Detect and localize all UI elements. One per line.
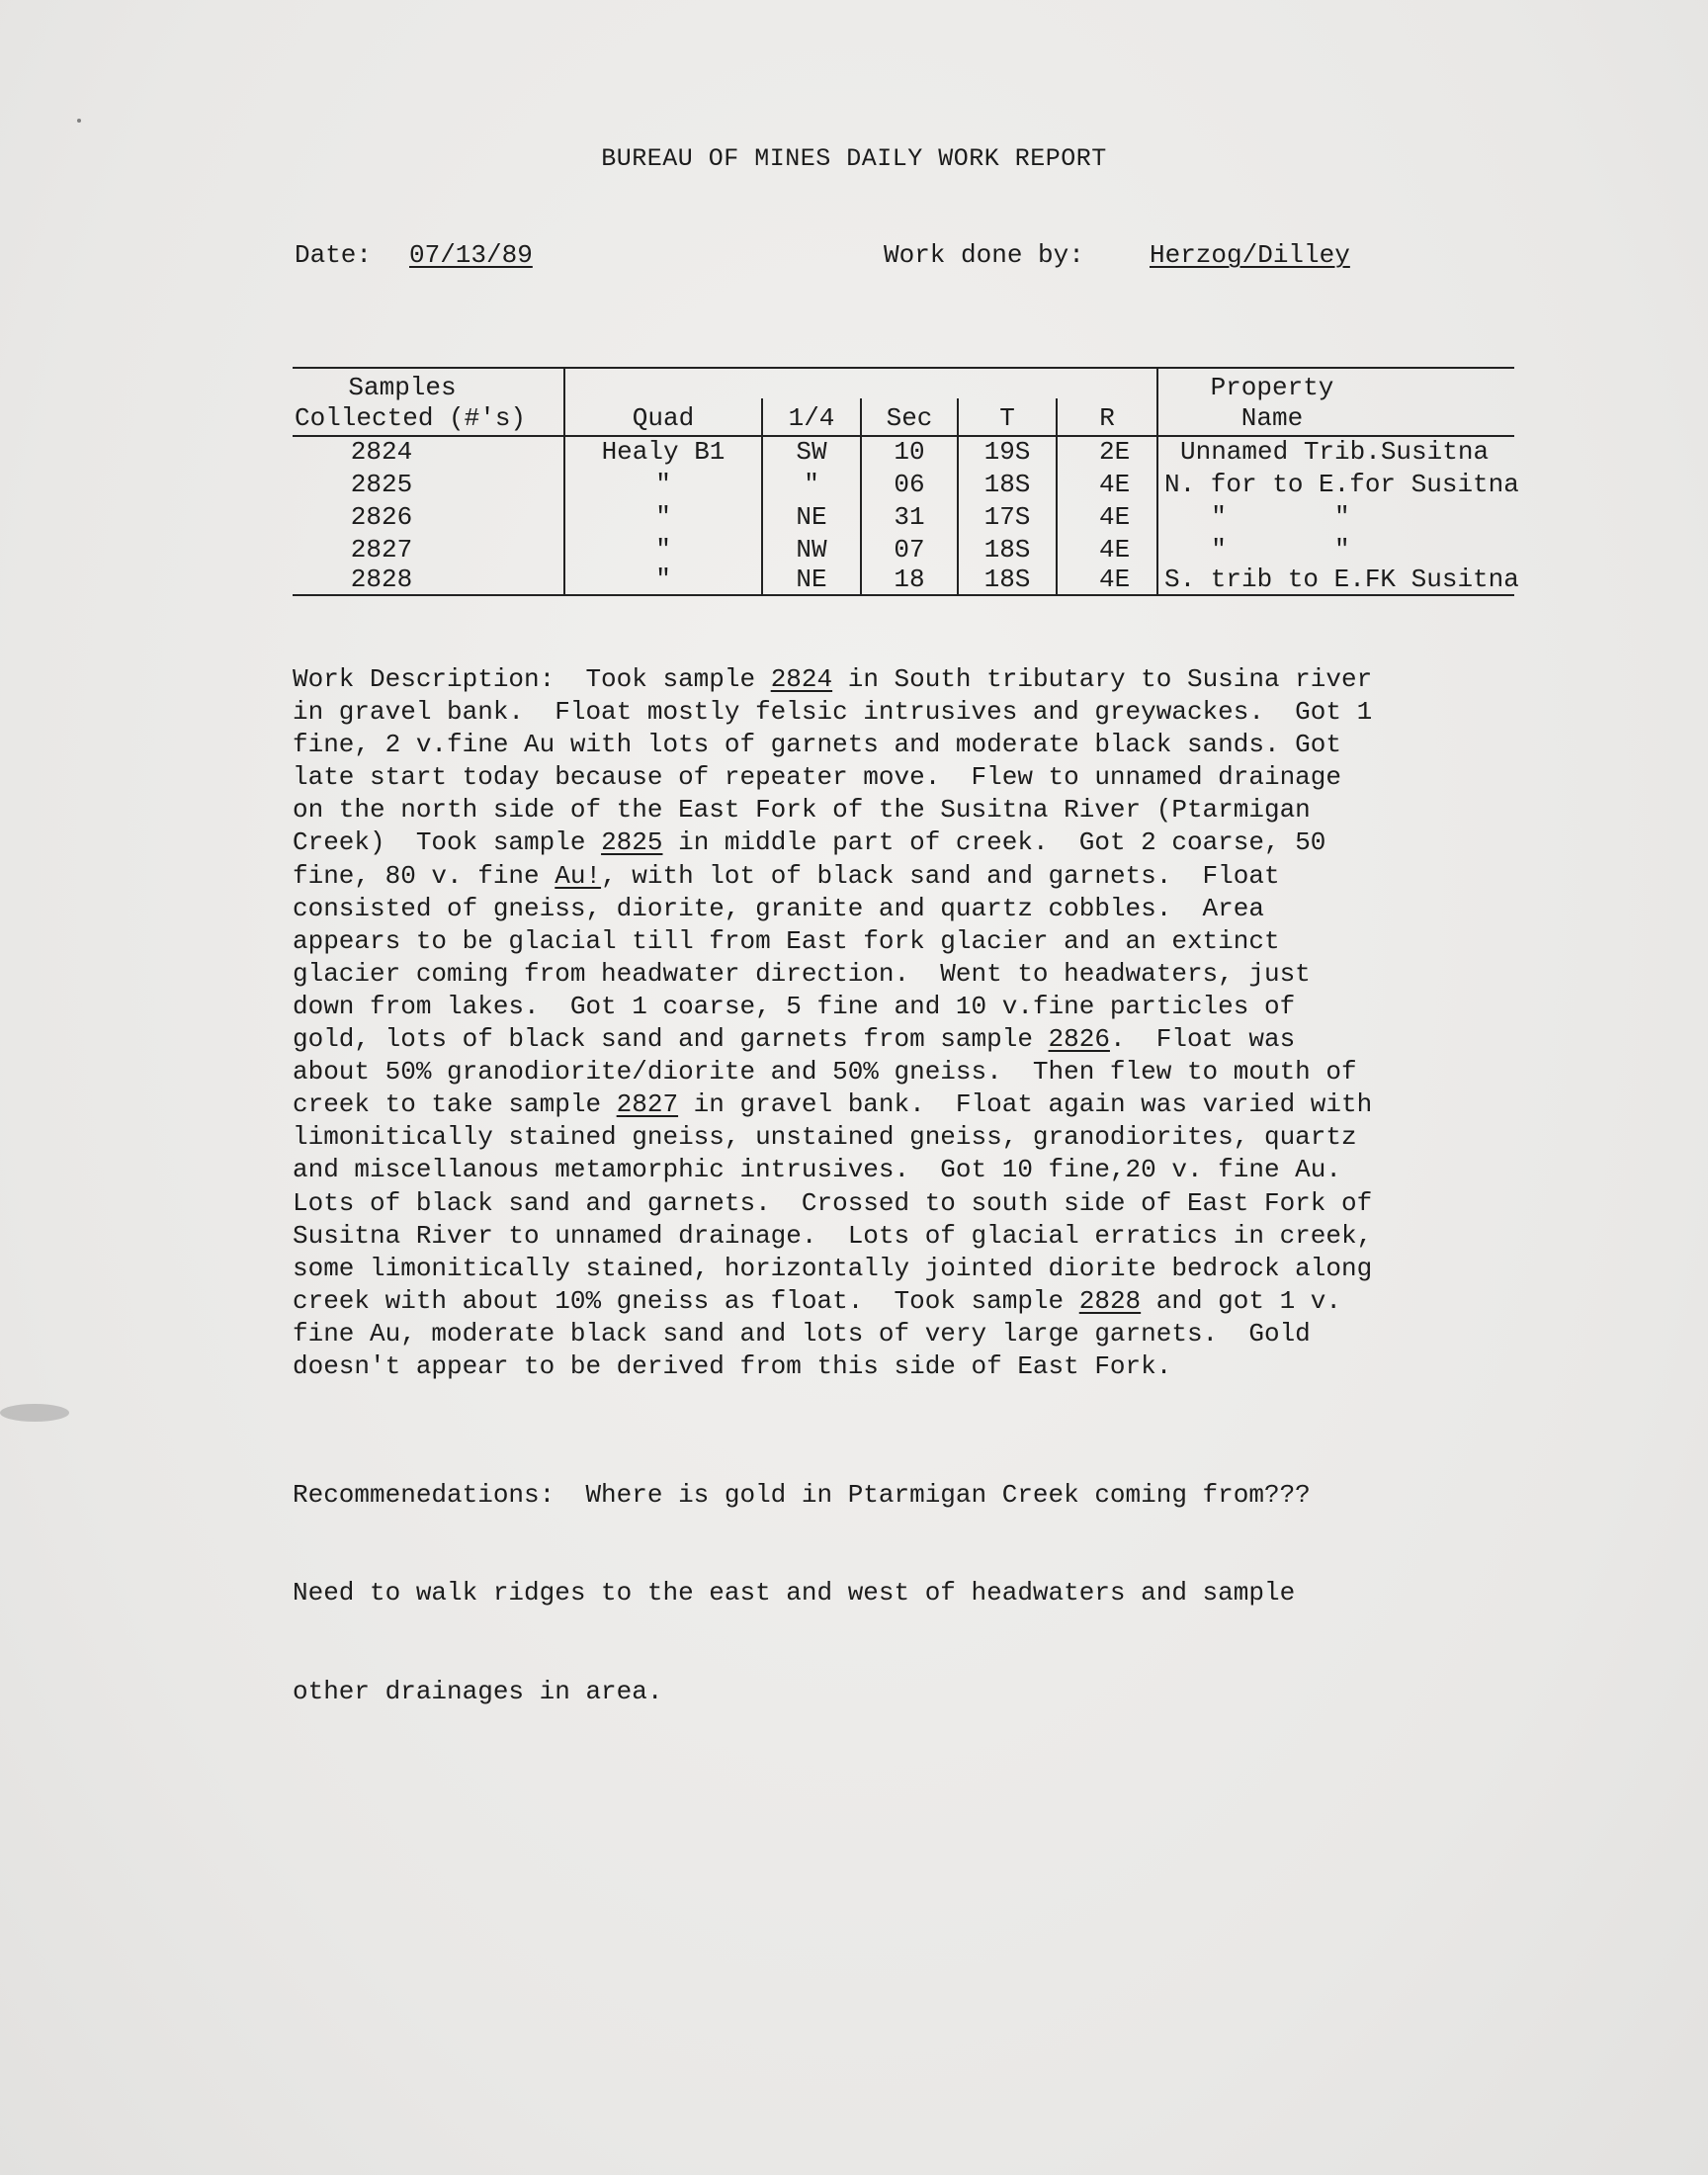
description-text: in gravel bank. Float again was varied with xyxy=(678,1089,1373,1120)
sample-reference: 2824 xyxy=(770,664,833,694)
row-5-quad: " xyxy=(655,565,671,594)
recommendations xyxy=(293,1414,1558,1774)
row-2-sample: 2825 xyxy=(350,470,413,499)
recommendation-line: other drainages in area. xyxy=(293,1676,663,1706)
row-3-property: " " xyxy=(1180,502,1350,532)
row-5-sec: 18 xyxy=(894,565,925,594)
report-title: BUREAU OF MINES DAILY WORK REPORT xyxy=(601,144,1107,173)
description-text: Work Description: Took sample xyxy=(293,664,771,694)
description-text: fine Au, moderate black sand and lots of very large garnets. Gold xyxy=(293,1318,1311,1348)
description-text: and miscellanous metamorphic intrusives. Got 10 fine,20 v. fine Au. xyxy=(293,1155,1341,1185)
row-5-t: 18S xyxy=(983,565,1031,594)
row-1-sample: 2824 xyxy=(350,437,413,467)
description-text: some limonitically stained, horizontally jointed diorite bedrock along xyxy=(293,1253,1373,1283)
header-quarter: 1/4 xyxy=(788,403,835,433)
row-1-r: 2E xyxy=(1099,437,1131,467)
description-line xyxy=(293,1023,1558,1056)
description-line xyxy=(293,1121,1558,1154)
description-line xyxy=(293,1318,1558,1350)
work-done-label: Work done by: xyxy=(884,240,1084,270)
description-text: late start today because of repeater move. Flew to unnamed drainage xyxy=(293,762,1341,793)
description-line xyxy=(293,1220,1558,1253)
row-5-sample: 2828 xyxy=(350,565,413,594)
description-line xyxy=(293,1056,1558,1088)
description-line xyxy=(293,1154,1558,1186)
row-3-t: 17S xyxy=(983,502,1031,532)
description-line xyxy=(293,1187,1558,1220)
row-3-quarter: NE xyxy=(796,502,827,532)
row-2-r: 4E xyxy=(1099,470,1131,499)
row-4-property: " " xyxy=(1180,535,1350,565)
table-top-rule xyxy=(293,367,1514,369)
row-4-quarter: NW xyxy=(796,535,827,565)
sample-reference: 2828 xyxy=(1078,1285,1142,1316)
row-1-sec: 10 xyxy=(894,437,925,467)
description-line xyxy=(293,696,1558,729)
description-text: gold, lots of black sand and garnets from sample xyxy=(293,1024,1049,1055)
header-t: T xyxy=(999,403,1015,433)
row-1-quad: Healy B1 xyxy=(601,437,726,467)
description-text: fine, 2 v.fine Au with lots of garnets and moderate black sands. Got xyxy=(293,730,1341,760)
description-text: . Float was xyxy=(1109,1024,1296,1055)
row-4-t: 18S xyxy=(983,535,1031,565)
description-text: , with lot of black sand and garnets. Float xyxy=(601,860,1280,891)
description-text: consisted of gneiss, diorite, granite and quartz cobbles. Area xyxy=(293,893,1264,923)
row-3-quad: " xyxy=(655,502,671,532)
description-text: doesn't appear to be derived from this side of East Fork. xyxy=(293,1350,1172,1381)
header-samples-line1: Samples xyxy=(348,373,457,402)
row-3-r: 4E xyxy=(1099,502,1131,532)
header-samples-line2: Collected (#'s) xyxy=(295,403,527,433)
description-line xyxy=(293,761,1558,794)
description-line xyxy=(293,860,1558,893)
recommendation-line: Recommenedations: Where is gold in Ptarmigan Creek coming from??? xyxy=(293,1480,1311,1511)
date-value: 07/13/89 xyxy=(409,240,533,270)
description-text: fine, 80 v. fine xyxy=(293,860,555,891)
row-2-property: N. for to E.for Susitna xyxy=(1164,470,1519,499)
row-1-quarter: SW xyxy=(796,437,827,467)
scan-smudge xyxy=(0,1404,69,1422)
row-2-t: 18S xyxy=(983,470,1031,499)
row-3-sample: 2826 xyxy=(350,502,413,532)
recommendation-line: Need to walk ridges to the east and west of headwaters and sample xyxy=(293,1578,1296,1609)
description-line xyxy=(293,1350,1558,1383)
date-label: Date: xyxy=(295,240,373,270)
header-quad: Quad xyxy=(632,403,695,433)
row-2-quarter: " xyxy=(804,470,819,499)
description-line xyxy=(293,893,1558,925)
description-text: about 50% granodiorite/diorite and 50% gneiss. Then flew to mouth of xyxy=(293,1057,1357,1088)
row-5-property: S. trib to E.FK Susitna xyxy=(1164,565,1519,594)
description-line xyxy=(293,1253,1558,1285)
row-4-sec: 07 xyxy=(894,535,925,565)
description-text: appears to be glacial till from East fork glacier and an extinct xyxy=(293,925,1280,956)
row-5-r: 4E xyxy=(1099,565,1131,594)
work-done-value: Herzog/Dilley xyxy=(1150,240,1350,270)
sample-reference: 2826 xyxy=(1048,1024,1110,1055)
work-description xyxy=(293,663,1558,1383)
row-1-property: Unnamed Trib.Susitna xyxy=(1180,437,1490,467)
description-text: Susitna River to unnamed drainage. Lots of glacial erratics in creek, xyxy=(293,1220,1373,1251)
description-line xyxy=(293,794,1558,826)
header-r: R xyxy=(1099,403,1115,433)
header-property-line1: Property xyxy=(1210,373,1334,402)
description-line xyxy=(293,991,1558,1023)
description-text: and got 1 v. xyxy=(1141,1285,1341,1316)
scan-speck xyxy=(77,119,81,123)
description-line xyxy=(293,925,1558,958)
description-text: Lots of black sand and garnets. Crossed to south side of East Fork of xyxy=(293,1187,1373,1218)
row-5-quarter: NE xyxy=(796,565,827,594)
header-sec: Sec xyxy=(886,403,933,433)
row-1-t: 19S xyxy=(983,437,1031,467)
description-line xyxy=(293,958,1558,991)
header-property-line2: Name xyxy=(1240,403,1304,433)
description-text: on the north side of the East Fork of the Susitna River (Ptarmigan xyxy=(293,795,1311,826)
sample-reference: Au! xyxy=(555,860,602,891)
description-line xyxy=(293,826,1558,859)
description-text: in gravel bank. Float mostly felsic intrusives and greywackes. Got 1 xyxy=(293,697,1373,728)
row-2-sec: 06 xyxy=(894,470,925,499)
description-line xyxy=(293,1285,1558,1318)
sample-reference: 2825 xyxy=(601,827,663,858)
description-text: in middle part of creek. Got 2 coarse, 50 xyxy=(662,827,1326,858)
row-4-quad: " xyxy=(655,535,671,565)
row-3-sec: 31 xyxy=(894,502,925,532)
description-text: limonitically stained gneiss, unstained gneiss, granodiorites, quartz xyxy=(293,1122,1357,1153)
description-text: creek to take sample xyxy=(293,1089,617,1120)
description-line xyxy=(293,663,1558,696)
description-text: Creek) Took sample xyxy=(293,827,602,858)
row-2-quad: " xyxy=(655,470,671,499)
row-4-r: 4E xyxy=(1099,535,1131,565)
description-line xyxy=(293,1088,1558,1121)
description-text: glacier coming from headwater direction. Went to headwaters, just xyxy=(293,958,1311,989)
sample-reference: 2827 xyxy=(616,1089,679,1120)
row-4-sample: 2827 xyxy=(350,535,413,565)
description-text: in South tributary to Susina river xyxy=(832,664,1373,694)
description-line xyxy=(293,729,1558,761)
description-text: down from lakes. Got 1 coarse, 5 fine and 10 v.fine particles of xyxy=(293,991,1296,1021)
description-text: creek with about 10% gneiss as float. Took sample xyxy=(293,1285,1079,1316)
